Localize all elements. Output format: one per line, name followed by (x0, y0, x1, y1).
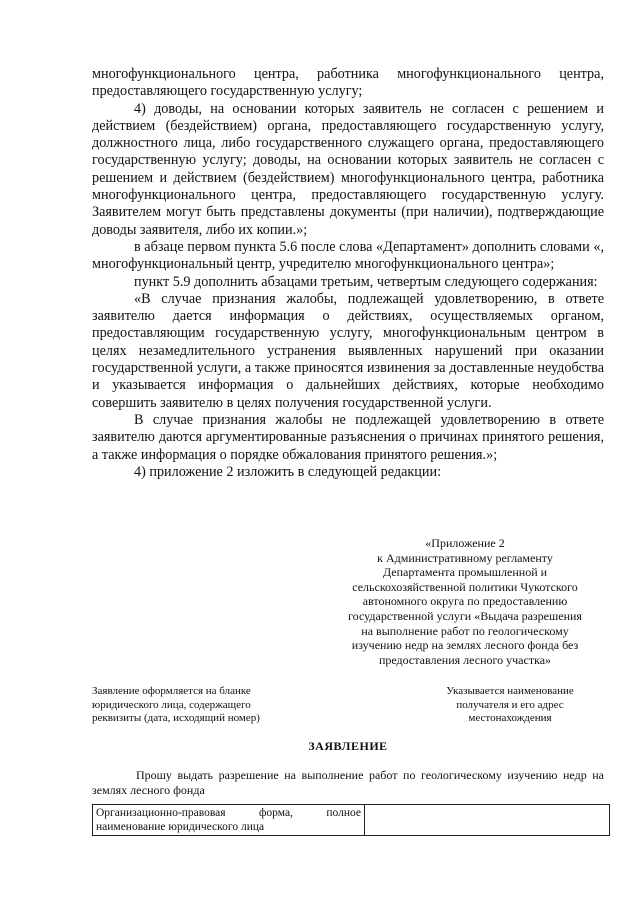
note-line: Заявление оформляется на бланке (92, 685, 251, 697)
appendix-line: сельскохозяйственной политики Чукотского (352, 579, 578, 594)
application-form-table (92, 804, 610, 836)
note-line: получателя и его адрес (456, 698, 564, 711)
appendix-line: изучению недр на землях лесного фонда без (351, 638, 579, 653)
paragraph: пункт 5.9 дополнить абзацами третьим, четвертым следующего содержания: (134, 273, 598, 290)
request-text: Прошу выдать разрешение на выполнение работ по геологическому изучению недр на землях лесного фонда (92, 768, 604, 797)
note-line: Указывается наименование (446, 685, 574, 697)
table-cell-label: Организационно-правовая форма, полное наименование юридического лица (93, 805, 365, 836)
document-title: ЗАЯВЛЕНИЕ (308, 739, 388, 753)
recipient-note (420, 685, 600, 726)
appendix-line: на выполнение работ по геологическому (361, 623, 569, 638)
appendix-line: автономного округа по предоставлению (362, 594, 568, 609)
paragraph: в абзаце первом пункта 5.6 после слова «Департамент» дополнить словами «, многофункциональный центр, учредителю многофункционального центра»; (92, 238, 604, 273)
paragraph: 4) доводы, на основании которых заявитель не согласен с решением и действием (бездействием) органа, предоставляющего государственную услугу, должностного лица, либо государственного служащего органа, предоставляющего государственную услугу; доводы, на основании которых заявитель не согласен с решением и действием (бездействием) многофункционального центра, работника многофункционального центра, предоставляющего государственную услугу. Заявителем могут быть представлены документы (при наличии), подтверждающие доводы заявителя, либо их копии.»; (92, 100, 604, 238)
letterhead-note (92, 685, 302, 726)
note-line: юридического лица, содержащего (92, 698, 251, 711)
appendix-header (330, 536, 600, 667)
appendix-line: к Административному регламенту (377, 550, 553, 565)
table-row (93, 805, 610, 836)
note-line: местонахождения (468, 712, 552, 724)
note-line: реквизиты (дата, исходящий номер) (92, 712, 260, 724)
appendix-line: «Приложение 2 (425, 536, 505, 550)
paragraph: 4) приложение 2 изложить в следующей редакции: (134, 463, 442, 480)
table-cell-value (365, 805, 610, 836)
appendix-line: государственной услуги «Выдача разрешения (348, 608, 582, 623)
paragraph: «В случае признания жалобы, подлежащей удовлетворению, в ответе заявителю дается информация о действиях, осуществляемых органом, предоставляющим государственную услугу, многофункциональным центром в целях незамедлительного устранения выявленных нарушений при оказании государственной услуги, а также приносятся извинения за доставленные неудобства и указывается информация о дальнейших действиях, которые необходимо совершить заявителю в целях получения государственной услуги. (92, 290, 604, 411)
appendix-line: Департамента промышленной и (382, 565, 548, 580)
paragraph: многофункционального центра, работника многофункционального центра, предоставляющего государственную услугу; (92, 66, 604, 100)
paragraph: В случае признания жалобы не подлежащей удовлетворению в ответе заявителю даются аргументированные разъяснения о причинах принятого решения, а также информация о порядке обжалования принятого решения.»; (92, 411, 604, 463)
appendix-line: предоставления лесного участка» (378, 652, 552, 667)
body-text (92, 66, 604, 481)
